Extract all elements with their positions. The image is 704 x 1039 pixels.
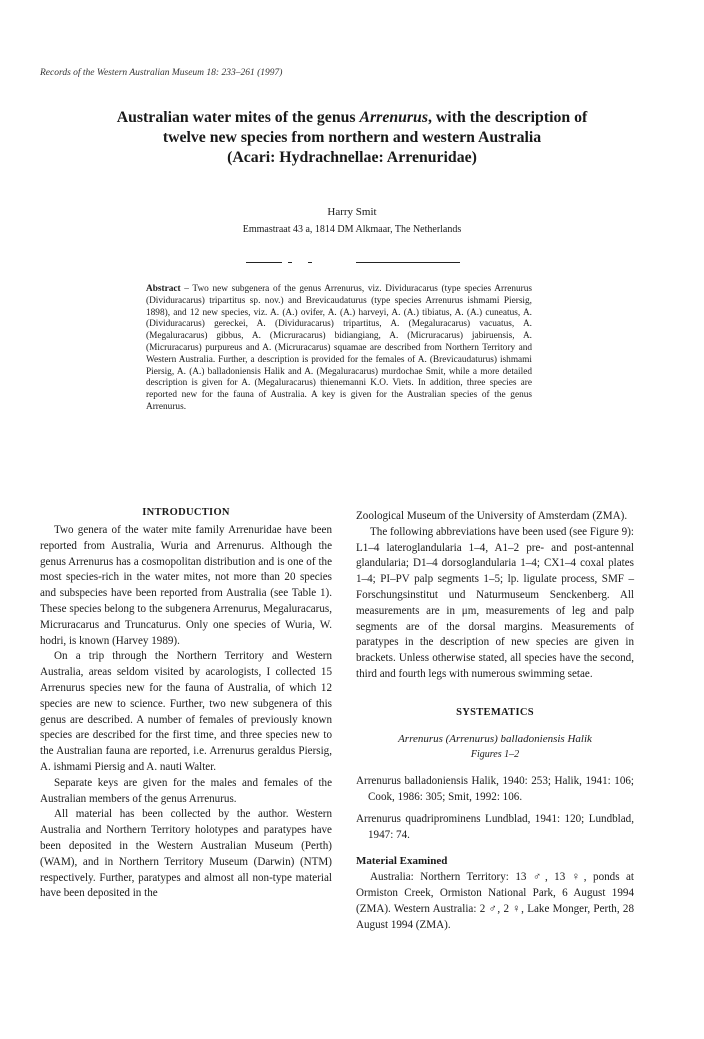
- abstract-text: – Two new subgenera of the genus Arrenurus, viz. Dividuracarus (type species Arrenurus (Dividuracarus) tripartitus sp. nov.) and Brevicaudaturus (type species Arrenurus ishmami Piersig, 1898), and 12 new species, viz. A. (A.) ovifer, A. (A.) harveyi, A. (A.) tibiatus, A. (A.) cuneatus, A. (Dividuracarus) gereckei, A. (Dividuracarus) tripartitus, A. (Megaluracarus) vacuatus, A. (Megaluracarus) gibbus, A. (Micruracarus) bidiangiang, A. (Micruracarus) jabiruensis, A. (Micruracarus) purpureus and A. (Micruracarus) squamae are described from Northern Territory and Western Australia. Further, a description is provided for the females of A. (Brevicaudaturus) ishmami Piersig, A. (A.) balladoniensis Halik and A. (Megaluracarus) murdochae Smit, while a more detailed description is given for A. (Megaluracarus) thienemanni K.O. Viets. In addition, three species are reported new for the fauna of Australia. A key is given for the Australian species of the genus Arrenurus.: [146, 284, 532, 412]
- divider-rule: [356, 262, 460, 263]
- title-line3: (Acari: Hydrachnellae: Arrenuridae): [227, 149, 477, 166]
- intro-paragraph: Separate keys are given for the males and females of the Australian members of the genus Arrenurus.: [40, 776, 332, 805]
- divider-rule: [246, 262, 282, 263]
- species-figures: Figures 1–2: [470, 749, 520, 761]
- abstract: [146, 284, 532, 414]
- synonym-reference: Arrenurus balladoniensis Halik, 1940: 253; Halik, 1941: 106; Cook, 1986: 305; Smit, 1992: 106.: [356, 775, 634, 803]
- author-name: Harry Smit: [327, 206, 377, 218]
- introduction-heading: INTRODUCTION: [142, 507, 230, 518]
- journal-citation: Records of the Western Australian Museum 18: 233–261 (1997): [40, 68, 283, 78]
- abbreviations-paragraph: The following abbreviations have been used (see Figure 9): L1–4 lateroglandularia 1–4, A1–2 pre- and post-antennal glandularia; D1–4 dorsoglandularia 1–4; CX1–4 coxal plates 1–4; PI–PV palp segments 1–5; lp. ligulate process, SMF – Forschungsinstitut und Naturmuseum Senckenberg. All measurements are in μm, measurements of leg and palp segments are of the dorsal margins. Measurements of paratypes in the description of new species are given in brackets. Unless otherwise stated, all species have the second, third and fourth legs with numerous swimming setae.: [356, 525, 634, 680]
- intro-paragraph: On a trip through the Northern Territory and Western Australia, areas seldom visited by acarologists, I collected 15 Arrenurus species new for the fauna of Australia, of which 12 species are new to science. Further, two new subgenera of this genus are described. A number of females of previously known species are described for the first time, and three species new to the Australian fauna are reported, i.e. Arrenurus geraldus Piersig, A. ishmami Piersig and A. nauti Walter.: [40, 650, 332, 773]
- intro-continuation: Zoological Museum of the University of Amsterdam (ZMA).: [356, 510, 628, 522]
- synonym-reference: Arrenurus quadriprominens Lundblad, 1941: 120; Lundblad, 1947: 74.: [356, 812, 634, 841]
- right-column: [356, 509, 634, 933]
- article-title: [40, 108, 664, 168]
- abstract-label: Abstract: [146, 284, 181, 294]
- left-column: [40, 523, 332, 902]
- intro-paragraph: Two genera of the water mite family Arrenuridae have been reported from Australia, Wuria and Arrenurus. Although the genus Arrenurus has a cosmopolitan distribution and is one of the most species-rich in the water mites, not more than 20 species and subspecies have been reported from Australia (see Table 1). These species belong to the subgenera Arrenurus, Megaluracarus, Micruracarus and Truncaturus. Only one species of Wuria, W. hodri, is known (Harvey 1989).: [40, 524, 332, 647]
- species-heading: Arrenurus (Arrenurus) balladoniensis Halik: [398, 732, 592, 745]
- divider-rule: [308, 262, 312, 263]
- title-genus: Arrenurus: [359, 109, 428, 126]
- intro-paragraph: All material has been collected by the author. Western Australia and Northern Territory holotypes and paratypes have been deposited in the Western Australian Museum (Perth) (WAM), and in Northern Territory Museum (Darwin) (NTM) respectively. Further, paratypes and almost all non-type material have been deposited in the: [40, 808, 332, 900]
- systematics-heading: SYSTEMATICS: [456, 706, 534, 718]
- material-heading: Material Examined: [356, 855, 448, 868]
- title-line1-before: Australian water mites of the genus: [116, 109, 360, 126]
- author-address: Emmastraat 43 a, 1814 DM Alkmaar, The Netherlands: [242, 224, 462, 235]
- material-text: Australia: Northern Territory: 13 ♂, 13 ♀, ponds at Ormiston Creek, Ormiston National Park, 6 August 1994 (ZMA). Western Australia: 2 ♂, 2 ♀, Lake Monger, Perth, 28 August 1994 (ZMA).: [356, 871, 634, 931]
- title-line1-after: , with the description of: [428, 109, 588, 126]
- title-line2: twelve new species from northern and western Australia: [162, 129, 542, 146]
- divider-rule: [288, 262, 292, 263]
